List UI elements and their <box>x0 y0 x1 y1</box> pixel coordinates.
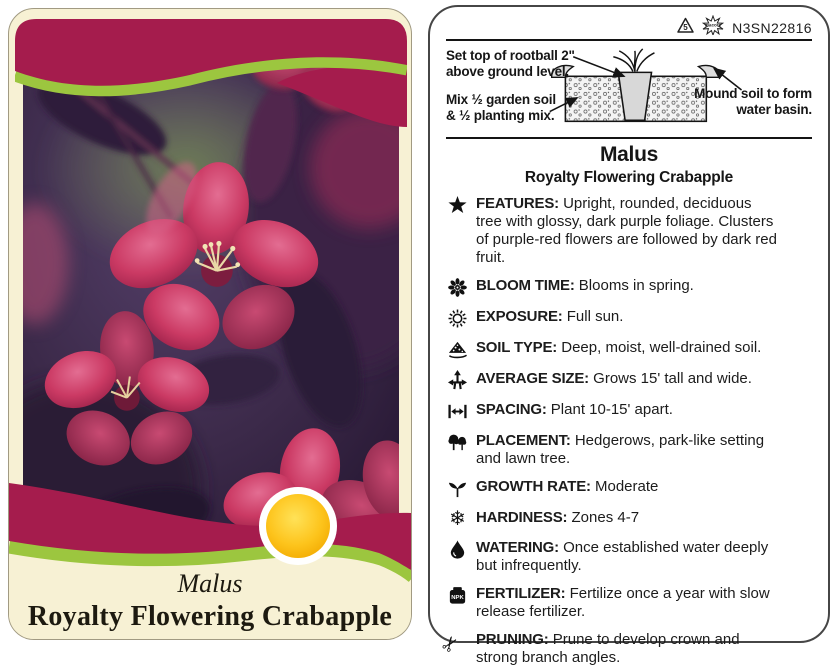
care-entry-text <box>476 401 780 422</box>
care-entry-text <box>476 339 780 360</box>
care-label: FERTILIZER: <box>476 585 566 602</box>
macore-logo-icon <box>700 15 727 40</box>
care-item <box>444 478 828 499</box>
plant-photo-card <box>8 8 412 640</box>
care-desc: Grows 15' tall and wide. <box>593 370 752 387</box>
npk-icon <box>444 585 471 621</box>
care-item <box>444 277 828 298</box>
care-desc: Once established water deeply but infrequently. <box>476 539 769 574</box>
plant-genus: Malus <box>177 569 243 598</box>
shears-icon: ✂ <box>437 631 465 658</box>
care-desc: Zones 4-7 <box>571 509 640 526</box>
trees-icon <box>444 432 471 468</box>
care-entry-text <box>476 370 780 391</box>
care-item <box>444 308 828 329</box>
care-entry-text <box>476 539 780 575</box>
top-wave-graphic <box>15 15 407 150</box>
svg-text:macore: macore <box>704 22 722 28</box>
care-desc: Upright, rounded, deciduous tree with glossy, dark purple foliage. Clusters of purple-red flowers are followed by dark red fruit. <box>476 195 777 266</box>
care-item <box>444 585 828 621</box>
sun-icon <box>259 487 337 565</box>
tag-code: N3SN22816 <box>732 19 812 36</box>
care-entry-text <box>476 631 780 667</box>
care-entry-text <box>476 585 780 621</box>
care-entry-text <box>476 308 780 329</box>
spacing-icon <box>444 401 471 422</box>
svg-text:NPK: NPK <box>451 595 464 602</box>
care-label: BLOOM TIME: <box>476 277 575 294</box>
care-entry-text <box>476 432 780 468</box>
care-item <box>444 339 828 360</box>
snowflake-icon: ❄ <box>449 508 466 530</box>
care-entry-text <box>476 277 780 298</box>
divider-bottom <box>446 137 812 139</box>
sun-icon <box>444 308 471 329</box>
care-label: PLACEMENT: <box>476 432 571 449</box>
care-item <box>444 195 828 267</box>
care-subtitle: Royalty Flowering Crabapple <box>524 169 734 186</box>
care-desc: Plant 10-15' apart. <box>550 401 673 418</box>
care-label: EXPOSURE: <box>476 308 563 325</box>
care-label: WATERING: <box>476 539 559 556</box>
care-instructions-card <box>428 5 830 666</box>
care-label: PRUNING: <box>476 631 549 648</box>
care-entry-text <box>476 195 780 267</box>
flower-icon <box>444 277 471 298</box>
tree-size-icon <box>444 370 471 391</box>
rootball-instruction: Set top of rootball 2" above ground level. <box>446 48 575 80</box>
soil-icon <box>444 339 471 360</box>
care-entry-text <box>476 509 780 529</box>
droplet-icon <box>444 539 471 575</box>
care-item <box>437 631 828 667</box>
planting-diagram <box>446 46 812 134</box>
care-label: SPACING: <box>476 401 547 418</box>
care-title: Malus <box>599 143 658 166</box>
sprout-icon <box>444 478 471 499</box>
card-header <box>430 7 828 39</box>
care-item <box>444 539 828 575</box>
care-desc: Blooms in spring. <box>578 277 694 294</box>
care-item <box>444 509 828 529</box>
plant-common-name: Royalty Flowering Crabapple <box>27 601 393 632</box>
care-desc: Hedgerows, park-like setting and lawn tree. <box>476 432 765 467</box>
care-label: AVERAGE SIZE: <box>476 370 589 387</box>
care-desc: Deep, moist, well-drained soil. <box>561 339 762 356</box>
star-icon <box>444 195 471 267</box>
recycle-icon <box>676 17 695 39</box>
care-desc: Full sun. <box>566 308 624 325</box>
care-desc: Prune to develop crown and strong branch angles. <box>476 631 740 666</box>
svg-text:5: 5 <box>683 22 688 32</box>
care-item <box>444 432 828 468</box>
care-desc: Fertilize once a year with slow release fertilizer. <box>476 585 770 620</box>
care-entry-text <box>476 478 780 499</box>
care-label: SOIL TYPE: <box>476 339 558 356</box>
mound-instruction: Mound soil to form water basin. <box>694 86 812 118</box>
care-desc: Moderate <box>594 478 659 495</box>
soil-mix-instruction: Mix ½ garden soil & ½ planting mix. <box>446 92 556 124</box>
care-label: FEATURES: <box>476 195 559 212</box>
care-list <box>430 195 828 667</box>
care-item <box>444 370 828 391</box>
care-label: HARDINESS: <box>476 509 568 526</box>
care-label: GROWTH RATE: <box>476 478 591 495</box>
care-item <box>444 401 828 422</box>
